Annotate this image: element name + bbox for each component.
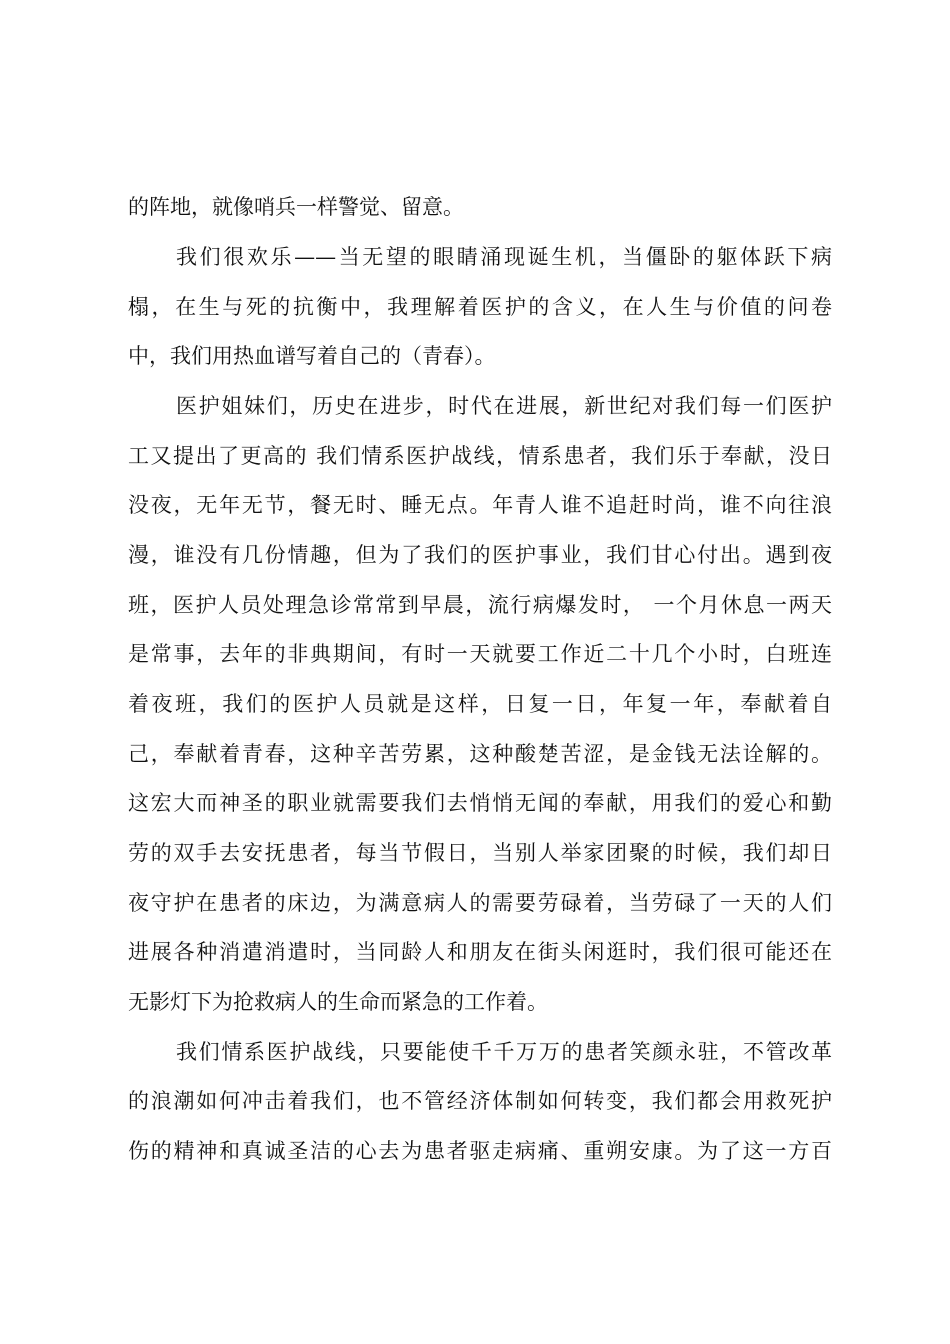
text-line: 榻，在生与死的抗衡中，我理解着医护的含义，在人生与价值的问卷 bbox=[128, 295, 832, 319]
text-line: 没夜，无年无节，餐无时、睡无点。年青人谁不追赶时尚，谁不向往浪 bbox=[128, 493, 832, 517]
text-line: 伤的精神和真诚圣洁的心去为患者驱走病痛、重朔安康。为了这一方百 bbox=[128, 1139, 832, 1163]
text-line: 医护姐妹们，历史在进步，时代在进展，新世纪对我们每一们医护 bbox=[176, 394, 832, 418]
text-line: 中，我们用热血谱写着自己的（青春）。 bbox=[128, 344, 496, 368]
text-line: 着夜班，我们的医护人员就是这样，日复一日，年复一年，奉献着自 bbox=[128, 692, 832, 716]
text-line: 劳的双手去安抚患者，每当节假日，当别人举家团聚的时候，我们却日 bbox=[128, 841, 832, 865]
text-line: 班，医护人员处理急诊常常到早晨，流行病爆发时， 一个月休息一两天 bbox=[128, 593, 832, 617]
text-line: 是常事，去年的非典期间，有时一天就要工作近二十几个小时，白班连 bbox=[128, 642, 832, 666]
text-line: 我们情系医护战线，只要能使千千万万的患者笑颜永驻，不管改革 bbox=[176, 1040, 832, 1064]
text-line: 进展各种消遣消遣时，当同龄人和朋友在街头闲逛时，我们很可能还在 bbox=[128, 940, 832, 964]
text-line: 这宏大而神圣的职业就需要我们去悄悄无闻的奉献，用我们的爱心和勤 bbox=[128, 791, 832, 815]
text-line: 无影灯下为抢救病人的生命而紧急的工作着。 bbox=[128, 990, 548, 1014]
text-line: 的阵地，就像哨兵一样警觉、留意。 bbox=[128, 195, 464, 219]
text-line: 的浪潮如何冲击着我们，也不管经济体制如何转变，我们都会用救死护 bbox=[128, 1089, 832, 1113]
text-line: 漫，谁没有几份情趣，但为了我们的医护事业，我们甘心付出。遇到夜 bbox=[128, 543, 832, 567]
text-line: 工又提出了更高的 我们情系医护战线，情系患者，我们乐于奉献，没日 bbox=[128, 444, 832, 468]
text-line: 我们很欢乐——当无望的眼睛涌现诞生机，当僵卧的躯体跃下病 bbox=[176, 245, 832, 269]
text-line: 夜守护在患者的床边，为满意病人的需要劳碌着，当劳碌了一天的人们 bbox=[128, 891, 832, 915]
text-line: 己，奉献着青春，这种辛苦劳累，这种酸楚苦涩，是金钱无法诠解的。 bbox=[128, 742, 832, 766]
